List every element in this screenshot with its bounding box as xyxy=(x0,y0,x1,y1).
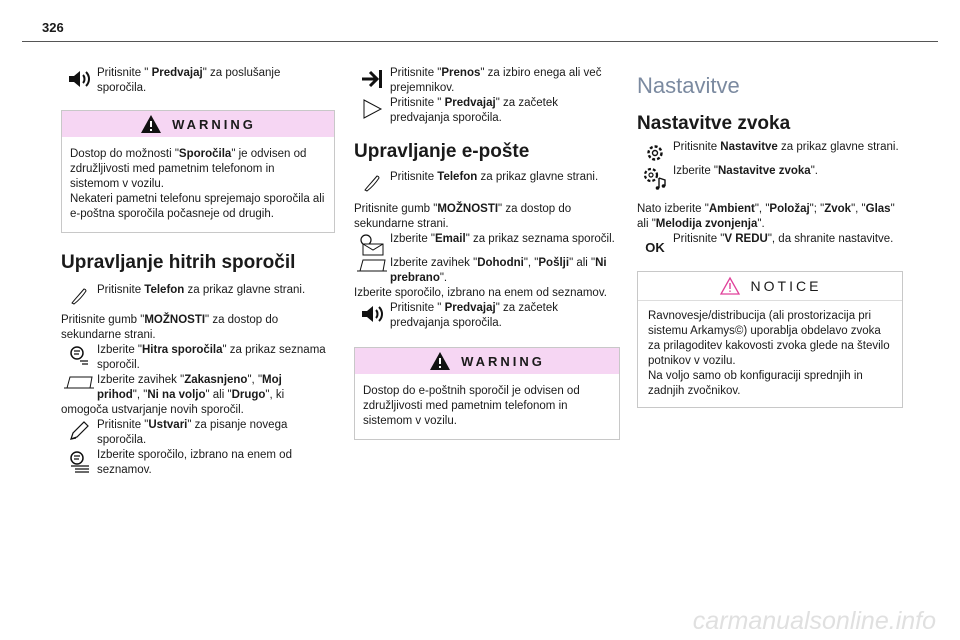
gear-icon xyxy=(637,140,673,164)
instruction-phone-2: Pritisnite Telefon za prikaz glavne strani. xyxy=(354,170,620,192)
instruction-play-2: Pritisnite " Predvajaj" za začetek predvajanja sporočila. xyxy=(354,96,620,126)
speaker-icon xyxy=(61,66,97,90)
pencil-icon xyxy=(61,418,97,442)
warning-box-2 xyxy=(354,347,620,440)
instruction-select-message xyxy=(61,448,327,478)
watermark: carmanualsonline.info xyxy=(692,607,936,635)
phone-icon xyxy=(61,283,97,305)
instruction-sound-settings: Izberite "Nastavitve zvoka". xyxy=(637,164,903,190)
instruction-tabs-continued: omogoča ustvarjanje novih sporočil. xyxy=(61,404,244,416)
speaker-icon xyxy=(354,301,390,325)
section-heading-email: Upravljanje e-pošte xyxy=(354,141,530,162)
header-divider xyxy=(22,41,938,42)
column-3 xyxy=(637,72,903,408)
instruction-play: Pritisnite " Predvajaj" za poslušanje sporočila. xyxy=(61,66,327,96)
instruction-play-3: Pritisnite " Predvajaj" za začetek predvajanja sporočila. xyxy=(354,301,620,331)
section-heading-quick-messages: Upravljanje hitrih sporočil xyxy=(61,252,296,273)
warning-title-2: WARNING xyxy=(461,353,545,369)
tab-icon xyxy=(61,373,97,389)
play-icon xyxy=(354,96,390,120)
notice-box xyxy=(637,271,903,408)
warning-icon xyxy=(429,351,451,371)
instruction-settings: Pritisnite Nastavitve za prikaz glavne strani. xyxy=(637,140,903,164)
notice-text-1: Ravnovesje/distribucija (ali prostorizacija pri sistemu Arkamys©) uporablja obdelavo zvoka za prilagoditev kakovosti zvoka glede na število potnikov v vozilu. xyxy=(648,310,890,367)
instruction-forward: Pritisnite "Prenos" za izbiro enega ali več prejemnikov. xyxy=(354,66,620,96)
notice-header xyxy=(638,272,902,301)
instruction-create: Pritisnite "Ustvari" za pisanje novega sporočila. xyxy=(61,418,327,448)
warning-header-2 xyxy=(355,348,619,374)
sound-settings-icon xyxy=(637,164,673,190)
notice-icon xyxy=(719,276,741,296)
email-icon xyxy=(354,232,390,256)
tab-icon xyxy=(354,256,390,272)
instruction-ok: OK Pritisnite "V REDU", da shranite nastavitve. xyxy=(637,232,903,255)
instruction-email-tabs: Izberite zavihek "Dohodni", "Pošlji" ali "Ni prebrano". xyxy=(354,256,620,286)
warning-box xyxy=(61,110,335,233)
instruction-choose-options: Nato izberite "Ambient", "Položaj"; "Zvok", "Glas" ali "Melodija zvonjenja". xyxy=(637,203,895,230)
message-list-icon xyxy=(61,448,97,474)
warning-icon xyxy=(140,114,162,134)
select-email-text: Izberite sporočilo, izbrano na enem od seznamov. xyxy=(354,287,607,299)
quick-message-icon xyxy=(61,343,97,365)
column-2 xyxy=(354,66,620,440)
instruction-email: Izberite "Email" za prikaz seznama sporočil. xyxy=(354,232,620,256)
notice-title: NOTICE xyxy=(750,277,822,294)
warning-title: WARNING xyxy=(172,116,256,132)
chapter-title: Nastavitve xyxy=(637,73,740,98)
column-1 xyxy=(61,66,327,478)
instruction-options: Pritisnite gumb "MOŽNOSTI" za dostop do sekundarne strani. xyxy=(61,314,279,341)
warning-text-email: Dostop do e-poštnih sporočil je odvisen od združljivosti med pametnim telefonom in sistemom v vozilu. xyxy=(363,385,580,427)
instruction-options-2: Pritisnite gumb "MOŽNOSTI" za dostop do sekundarne strani. xyxy=(354,203,572,230)
forward-icon xyxy=(354,66,390,90)
notice-text-2: Na voljo samo ob konfiguraciji sprednjih in zadnjih zvočnikov. xyxy=(648,370,863,397)
phone-icon xyxy=(354,170,390,192)
instruction-phone: Pritisnite Telefon za prikaz glavne strani. xyxy=(61,283,327,305)
section-heading-sound: Nastavitve zvoka xyxy=(637,113,791,134)
warning-header xyxy=(62,111,334,137)
warning-text-1: Dostop do možnosti "Sporočila" je odvisen od združljivosti med pametnim telefonom in sistemom v vozilu. xyxy=(70,148,307,190)
instruction-tabs: Izberite zavihek "Zakasnjeno", "Moj prihod", "Ni na voljo" ali "Drugo", ki xyxy=(61,373,327,403)
instruction-quick-messages: Izberite "Hitra sporočila" za prikaz seznama sporočil. xyxy=(61,343,327,373)
ok-icon: OK xyxy=(645,240,665,255)
select-message-text: Izberite sporočilo, izbrano na enem od seznamov. xyxy=(97,449,292,476)
page-number: 326 xyxy=(42,20,64,35)
warning-text-2: Nekateri pametni telefonu sprejemajo sporočila ali e-poštna sporočila počasneje od drugih. xyxy=(70,193,325,220)
